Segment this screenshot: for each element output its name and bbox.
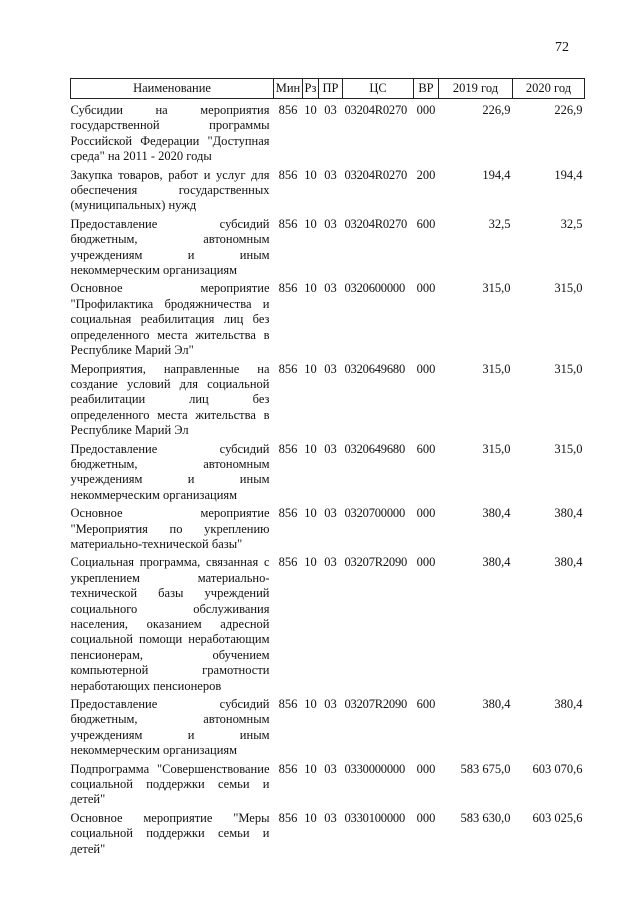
header-cs: ЦС (343, 79, 414, 99)
table-row (71, 217, 585, 282)
row-2019: 194,4 (482, 167, 511, 182)
table-row (71, 168, 585, 217)
row-name: Предоставление субсидий бюджетным, автономным учреждениям и иным некоммерческим организациям (70, 697, 270, 758)
table-row (71, 506, 585, 555)
row-vr: 000 (416, 761, 436, 776)
row-min: 856 (278, 281, 298, 296)
header-min: Мин (274, 79, 303, 99)
row-min: 856 (278, 216, 298, 231)
row-min: 856 (278, 361, 298, 376)
row-pr: 03 (324, 216, 337, 231)
header-pr: ПР (319, 79, 343, 99)
row-rz: 10 (304, 103, 317, 117)
row-2019: 583 675,0 (460, 761, 511, 776)
table-row (71, 697, 585, 762)
row-2020: 603 070,6 (532, 761, 583, 776)
row-2019: 380,4 (482, 697, 511, 712)
row-rz: 10 (304, 281, 317, 296)
row-name: Основное мероприятие "Меры социальной поддержки семьи и детей" (70, 810, 270, 856)
budget-table (70, 78, 585, 860)
row-2020: 380,4 (554, 555, 583, 570)
row-vr: 600 (416, 216, 436, 231)
row-2019: 380,4 (482, 555, 511, 570)
header-vr: ВР (414, 79, 439, 99)
row-2020: 226,9 (554, 103, 583, 117)
table-header-row (71, 79, 585, 99)
table-row (71, 362, 585, 442)
row-cs: 03207R2090 (344, 555, 408, 570)
row-rz: 10 (304, 441, 317, 456)
row-cs: 0330100000 (344, 810, 406, 825)
row-min: 856 (278, 167, 298, 182)
table-row (71, 811, 585, 860)
row-cs: 0320649680 (344, 361, 406, 376)
row-pr: 03 (324, 555, 337, 570)
row-pr: 03 (324, 361, 337, 376)
row-cs: 0320700000 (344, 506, 406, 521)
header-name: Наименование (71, 79, 274, 99)
row-vr: 000 (416, 810, 436, 825)
row-min: 856 (278, 506, 298, 521)
table-row (71, 99, 585, 168)
row-cs: 0320600000 (344, 281, 406, 296)
row-min: 856 (278, 697, 298, 712)
row-vr: 600 (416, 441, 436, 456)
row-min: 856 (278, 761, 298, 776)
row-rz: 10 (304, 361, 317, 376)
row-pr: 03 (324, 810, 337, 825)
row-2020: 380,4 (554, 697, 583, 712)
row-cs: 03204R0270 (344, 216, 408, 231)
row-2019: 315,0 (482, 281, 511, 296)
row-name: Основное мероприятие "Профилактика бродяжничества и социальная реабилитация лиц без определенного места жительства в Республике Марий Эл" (70, 281, 270, 358)
header-rz: Рз (303, 79, 319, 99)
table-row (71, 281, 585, 361)
row-name: Подпрограмма "Совершенствование социальной поддержки семьи и детей" (70, 761, 270, 807)
row-cs: 0330000000 (344, 761, 406, 776)
row-pr: 03 (324, 167, 337, 182)
row-vr: 000 (416, 555, 436, 570)
row-pr: 03 (324, 761, 337, 776)
row-name: Основное мероприятие "Мероприятия по укреплению материально-технической базы" (70, 506, 270, 551)
row-2019: 226,9 (482, 103, 511, 117)
row-vr: 000 (416, 281, 436, 296)
row-2020: 315,0 (554, 281, 583, 296)
table-row (71, 442, 585, 507)
row-pr: 03 (324, 103, 337, 117)
row-rz: 10 (304, 506, 317, 521)
row-2020: 315,0 (554, 361, 583, 376)
row-rz: 10 (304, 761, 317, 776)
row-2019: 380,4 (482, 506, 511, 521)
row-min: 856 (278, 555, 298, 570)
row-2019: 315,0 (482, 441, 511, 456)
row-rz: 10 (304, 167, 317, 182)
row-name: Предоставление субсидий бюджетным, автономным учреждениям и иным некоммерческим организациям (70, 441, 270, 502)
row-2019: 32,5 (488, 216, 511, 231)
row-name: Субсидии на мероприятия государственной программы Российской Федерации "Доступная среда" на 2011 - 2020 годы (70, 103, 270, 164)
header-2019: 2019 год (439, 79, 513, 99)
row-vr: 600 (416, 697, 436, 712)
row-min: 856 (278, 810, 298, 825)
row-rz: 10 (304, 697, 317, 712)
row-name: Предоставление субсидий бюджетным, автономным учреждениям и иным некоммерческим организациям (70, 216, 270, 278)
row-rz: 10 (304, 555, 317, 570)
row-cs: 03204R0270 (344, 103, 408, 117)
row-vr: 000 (416, 506, 436, 521)
row-2019: 315,0 (482, 361, 511, 376)
row-2020: 194,4 (554, 167, 583, 182)
row-name: Социальная программа, связанная с укреплением материально-технической базы учреждений социального обслуживания населения, оказанием адресной социальной помощи неработающим пенсионерам, обучением компьютерной грамотности неработающих пенсионеров (70, 555, 270, 693)
row-vr: 000 (416, 103, 436, 117)
table-row (71, 555, 585, 697)
row-pr: 03 (324, 697, 337, 712)
row-pr: 03 (324, 441, 337, 456)
row-cs: 03207R2090 (344, 697, 408, 712)
page-number: 72 (555, 40, 569, 55)
row-2020: 315,0 (554, 441, 583, 456)
row-cs: 0320649680 (344, 441, 406, 456)
row-2020: 32,5 (560, 216, 583, 231)
row-rz: 10 (304, 216, 317, 231)
row-vr: 000 (416, 361, 436, 376)
row-cs: 03204R0270 (344, 167, 408, 182)
table-row (71, 762, 585, 811)
row-min: 856 (278, 441, 298, 456)
row-name: Закупка товаров, работ и услуг для обеспечения государственных (муниципальных) нужд (70, 167, 270, 213)
row-min: 856 (278, 103, 298, 117)
row-rz: 10 (304, 810, 317, 825)
row-2020: 380,4 (554, 506, 583, 521)
row-2019: 583 630,0 (460, 810, 511, 825)
row-name: Мероприятия, направленные на создание условий для социальной реабилитации лиц без определенного места жительства в Республике Марий Эл (70, 361, 270, 438)
row-pr: 03 (324, 281, 337, 296)
row-vr: 200 (416, 167, 436, 182)
header-2020: 2020 год (513, 79, 585, 99)
row-2020: 603 025,6 (532, 810, 583, 825)
row-pr: 03 (324, 506, 337, 521)
